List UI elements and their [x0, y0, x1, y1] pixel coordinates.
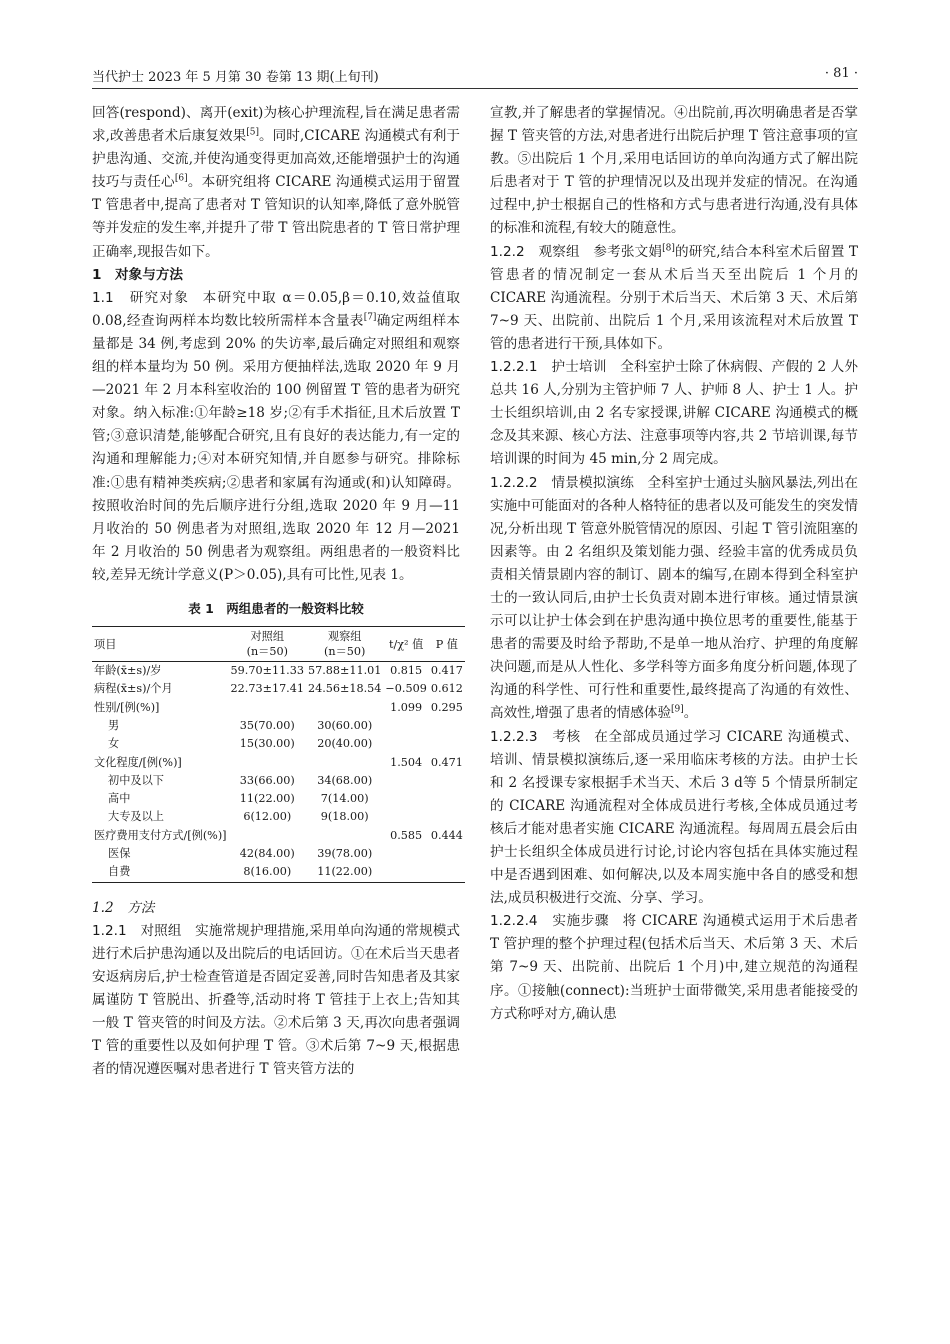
table-cell: 0.417: [430, 664, 463, 678]
table-cell: [429, 772, 465, 790]
table-cell: 24.56±18.54: [307, 682, 382, 696]
table-cell: −0.509: [385, 682, 427, 696]
table-cell: [306, 827, 383, 845]
table-row: [92, 680, 465, 698]
table-cell: 0.612: [430, 682, 463, 696]
baseline-table: [92, 626, 465, 883]
table-cell: [383, 717, 428, 735]
table-row: [92, 699, 465, 717]
table-row: [92, 662, 465, 681]
table-cell: 20(40.00): [317, 737, 373, 751]
table-cell: 8(16.00): [229, 863, 306, 882]
table-cell: 0.815: [390, 664, 423, 678]
table-cell: 34(68.00): [317, 773, 373, 787]
section-1-2-2: 1.2.2 观察组 参考张文娟[8]的研究,结合本科室术后留置 T 管患者的情况制定一套从术后当天至出院后 1 个月的 CICARE 沟通流程。分别于术后当天、术后第 3 天、术后第 7~9 天、出院前、出院后 1 个月,采用该流程对术后放置 T 管的患者进行干预,具体如下。: [490, 243, 859, 352]
section-1-2-1: 1.2.1 对照组 实施常规护理措施,采用单向沟通的常规模式进行术后护患沟通以及出院后的电话回访。①在术后当天患者安返病房后,护士检查管道是否固定妥善,同时告知患者及其家属谨防 T 管脱出、折叠等,活动时将 T 管挂于上衣上;告知其一般 T 管夹管的时间及方法。②术后第 3 天,再次向患者强调 T 管的重要性以及如何护理 T 管。③术后第 7~9 天,根据患者的情况遵医嘱对患者进行 T 管夹管方法的: [92, 922, 461, 1078]
table-row: [92, 790, 465, 808]
table-row: [92, 717, 465, 735]
journal-title: 当代护士 2023 年 5 月第 30 卷第 13 期(上旬刊): [92, 70, 379, 85]
table-cell: [429, 808, 465, 826]
table-cell: [429, 863, 465, 882]
table-cell: [229, 754, 306, 772]
table-row: [92, 863, 465, 882]
table-cell: 1.099: [390, 700, 423, 714]
table-cell: 1.504: [390, 755, 423, 769]
table-cell: 0.444: [430, 828, 463, 842]
table-cell: 6(12.00): [243, 810, 292, 824]
table-cell: [383, 735, 428, 753]
th-stat: t/χ² 值: [383, 627, 428, 662]
table-cell: 22.73±17.41: [230, 682, 304, 696]
th-control: 对照组 (n＝50): [229, 627, 306, 662]
table-cell: [429, 790, 465, 808]
table-cell: [429, 735, 465, 753]
table-cell: [306, 754, 383, 772]
table-cell: 病程(x̄±s)/个月: [94, 682, 173, 696]
table-cell: 9(18.00): [320, 810, 369, 824]
table-cell: [383, 863, 428, 882]
table-cell: 男: [108, 718, 120, 732]
table-cell: 大专及以上: [108, 810, 164, 824]
table-cell: 57.88±11.01: [307, 664, 382, 678]
table-cell: [429, 717, 465, 735]
table-cell: 年龄(x̄±s)/岁: [94, 664, 162, 678]
table-cell: 15(30.00): [239, 737, 295, 751]
table-cell: 59.70±11.33: [230, 664, 304, 678]
th-p: P 值: [429, 627, 465, 662]
intro-paragraph: 回答(respond)、离开(exit)为核心护理流程,旨在满足患者需求,改善患者术后康复效果[5]。同时,CICARE 沟通模式有利于护患沟通、交流,并使沟通变得更加高效,还能增强护士的沟通技巧与责任心[6]。本研究组将 CICARE 沟通模式运用于留置 T 管患者中,提高了患者对 T 管知识的认知率,降低了意外脱管等并发症的发生率,并提升了带 T 管出院患者的 T 管日常护理正确率,现报告如下。: [92, 105, 461, 260]
table-cell: 高中: [108, 792, 131, 806]
table-row: [92, 772, 465, 790]
table-cell: 35(70.00): [239, 718, 295, 732]
table-cell: 初中及以下: [108, 773, 164, 787]
table-cell: 7(14.00): [320, 792, 369, 806]
th-observe: 观察组 (n＝50): [306, 627, 383, 662]
table-cell: 女: [108, 737, 120, 751]
section-1-2-2-2: 1.2.2.2 情景模拟演练 全科室护士通过头脑风暴法,列出在实施中可能面对的各种人格特征的患者以及可能发生的突发情况,分析出现 T 管意外脱管情况的原因、引起 T 管引流阻塞的因素等。由 2 名组织及策划能力强、经验丰富的优秀成员负责相关情景剧内容的制订、剧本的编写,在剧本得到全科室护士的一致认同后,由护士长负责对剧本进行审核。通过情景演示可以让护士体会到在护患沟通中换位思考的重要性,能基于患者的需要及时给予帮助,不是单一地从治疗、护理的角度解决问题,而是从人性化、多学科等方面多角度分析问题,体现了沟通的科学性、可行性和重要性,最终提高了沟通的有效性、高效性,增强了患者的情感体验[9]。: [490, 474, 859, 722]
section-1-2: 1.2 方法: [92, 899, 155, 916]
table-cell: 0.295: [430, 700, 463, 714]
section-1-2-2-1: 1.2.2.1 护士培训 全科室护士除了休病假、产假的 2 人外总共 16 人,分别为主管护师 7 人、护师 8 人、护士 1 人。护士长组织培训,由 2 名专家授课,讲解 CICARE 沟通模式的概念及其来源、核心方法、注意事项等内容,共 2 节培训课,每节培训课的时间为 45 min,分 2 周完成。: [490, 359, 859, 468]
table-cell: 42(84.00): [239, 847, 295, 861]
table-cell: 11(22.00): [306, 863, 383, 882]
section-1-1: 1.1 研究对象 本研究中取 α＝0.05,β＝0.10,效益值取 0.08,经查询两样本均数比较所需样本含量表[7]确定两组样本量都是 34 例,考虑到 20% 的失访率,最后确定对照组和观察组的样本量均为 50 例。采用方便抽样法,选取 2020 年 9 月—2021 年 2 月本科室收治的 100 例留置 T 管的患者为研究对象。纳入标准:①年龄≥18 岁;②有手术指征,且术后放置 T 管;③意识清楚,能够配合研究,且有良好的表达能力,有一定的沟通和理解能力;④对本研究知情,并自愿参与研究。排除标准:①患有精神类疾病;②患者和家属有沟通或(和)认知障碍。按照收治时间的先后顺序进行分组,选取 2020 年 9 月—11 月收治的 50 例患者为对照组,选取 2020 年 12 月—2021 年 2 月收治的 50 例患者为观察组。两组患者的一般资料比较,差异无统计学意义(P＞0.05),具有可比性,见表 1。: [92, 289, 461, 583]
table-cell: 33(66.00): [239, 773, 295, 787]
table-row: [92, 735, 465, 753]
table-cell: [383, 772, 428, 790]
table-row: [92, 808, 465, 826]
page-number: · 81 ·: [824, 66, 858, 81]
table-cell: [383, 845, 428, 863]
table-cell: [383, 790, 428, 808]
table-cell: [229, 827, 306, 845]
table-row: [92, 827, 465, 845]
table-cell: 30(60.00): [317, 718, 373, 732]
right-column: [490, 102, 858, 1026]
table-row: [92, 845, 465, 863]
table-cell: [383, 808, 428, 826]
table-cell: 39(78.00): [317, 847, 373, 861]
table-cell: 自费: [92, 863, 229, 882]
table-cell: 0.585: [390, 828, 423, 842]
table-cell: [429, 845, 465, 863]
th-item: 项目: [92, 627, 229, 662]
section-heading: 1 对象与方法: [92, 266, 184, 283]
left-column: [92, 102, 463, 1081]
table-cell: 0.471: [430, 755, 463, 769]
running-header: [92, 66, 858, 89]
table-row: [92, 754, 465, 772]
control-continued: 宣教,并了解患者的掌握情况。④出院前,再次明确患者是否掌握 T 管夹管的方法,对患者进行出院后护理 T 管注意事项的宣教。⑤出院后 1 个月,采用电话回访的单向沟通方式了解出院后患者对于 T 管的护理情况以及出现并发症的情况。在沟通过程中,护士根据自己的性格和方式与患者进行沟通,没有具体的标准和流程,有较大的随意性。: [490, 105, 858, 237]
table-cell: 性别/[例(%)]: [94, 700, 160, 714]
section-1-2-2-3: 1.2.2.3 考核 在全部成员通过学习 CICARE 沟通模式、培训、情景模拟演练后,逐一采用临床考核的方法。由护士长和 2 名授课专家根据手术当天、术后 3 d等 5 个情景所制定的 CICARE 沟通流程对全体成员进行考核,全体成员通过考核后才能对患者实施 CICARE 沟通流程。每周周五晨会后由护士长组织全体成员进行讨论,讨论内容包括在具体实施过程中是否遇到困难、如何解决,以及本周实施中各自的感受和想法,成员积极进行交流、分享、学习。: [490, 728, 858, 907]
table-caption: 表 1 两组患者的一般资料比较: [188, 600, 364, 616]
table-cell: [306, 699, 383, 717]
table-cell: [229, 699, 306, 717]
table-cell: 11(22.00): [239, 792, 295, 806]
table-cell: 医疗费用支付方式/[例(%)]: [94, 828, 227, 842]
section-1-2-2-4: 1.2.2.4 实施步骤 将 CICARE 沟通模式运用于术后患者 T 管护理的整个护理过程(包括术后当天、术后第 3 天、术后第 7~9 天、出院前、出院后 1 个月)中,建立规范的沟通程序。①接触(connect):当班护士面带微笑,采用患者能接受的方式称呼对方,确认患: [490, 913, 859, 1022]
table-cell: 医保: [108, 847, 131, 861]
table-cell: 文化程度/[例(%)]: [94, 755, 182, 769]
